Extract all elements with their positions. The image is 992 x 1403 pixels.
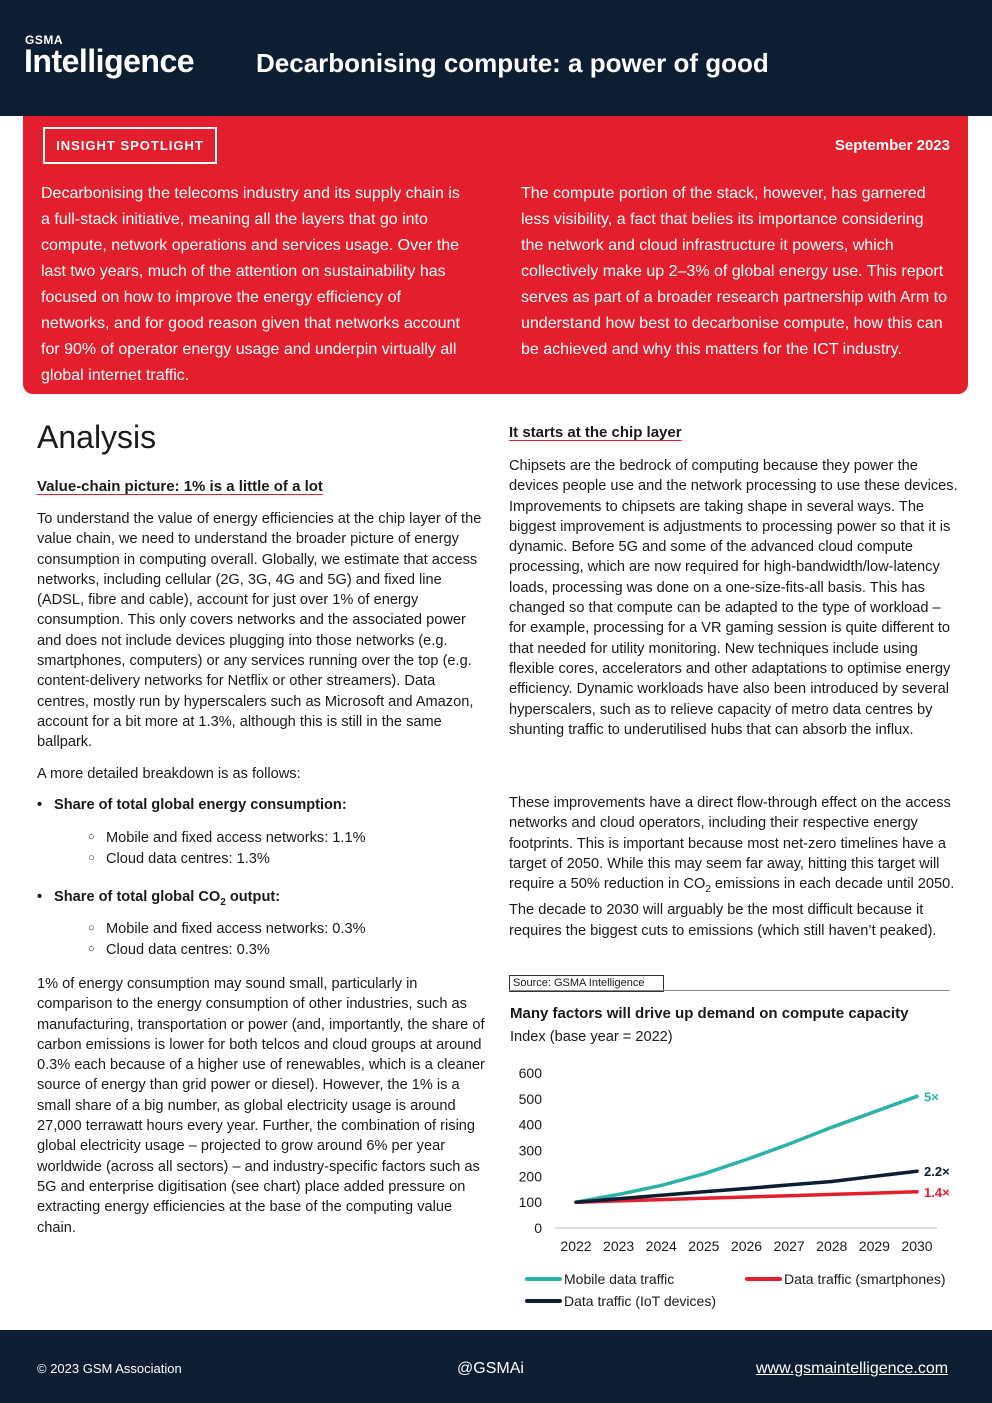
- x-tick-label: 2028: [816, 1238, 848, 1254]
- value-chain-heading: Value-chain picture: 1% is a little of a lot: [37, 478, 323, 495]
- series-end-label: 2.2×: [924, 1164, 950, 1180]
- y-tick-label: 600: [518, 1065, 542, 1081]
- energy-context-paragraph: 1% of energy consumption may sound small, particularly in comparison to the energy consumption of other industries, such as manufacturing, transportation or power (and, importantly, the share of carbon emissions is lower for both telcos and cloud groups at around 0.3% each because of a higher use of renewables, which is a cleaner source of energy than grid power or diesel). However, the 1% is a small share of a big number, as global electricity usage is around 27,000 terrawatt hours every year. Further, the combination of rising global electricity usage – projected to grow around 6% per year worldwide (across all sectors) – and industry-specific factors such as 5G and enterprise digitisation (see chart) place added pressure on extracting energy efficiencies at the base of the computing value chain.: [37, 976, 485, 1236]
- x-tick-label: 2023: [603, 1238, 635, 1254]
- net-zero-paragraph: [509, 793, 959, 941]
- spotlight-badge: INSIGHT SPOTLIGHT: [43, 127, 217, 164]
- x-tick-label: 2025: [688, 1238, 720, 1254]
- analysis-heading: Analysis: [37, 419, 157, 455]
- net-zero-text-end: emissions in each decade until 2050. The decade to 2030 will arguably be the most difficult because it requires the biggest cuts to emissions (which still haven’t peaked).: [509, 876, 955, 939]
- compute-demand-chart: [505, 1055, 965, 1320]
- co2-text-end: output:: [225, 889, 281, 905]
- co2-subscript-2: 2: [705, 884, 711, 896]
- y-tick-label: 200: [518, 1168, 542, 1185]
- y-tick-label: 300: [518, 1142, 542, 1159]
- series-end-label: 5×: [924, 1089, 939, 1105]
- bullet-energy-share: • Share of total global energy consumption:: [54, 797, 347, 813]
- page-header: [0, 0, 992, 116]
- series-end-label: 1.4×: [924, 1184, 950, 1200]
- page-footer: [0, 1330, 992, 1403]
- legend-label: Data traffic (smartphones): [784, 1271, 946, 1287]
- publication-date: September 2023: [834, 137, 950, 154]
- footer-social-handle[interactable]: @GSMAi: [457, 1360, 524, 1377]
- x-tick-label: 2024: [645, 1238, 677, 1254]
- y-tick-label: 0: [534, 1220, 542, 1236]
- bullet-co2-share: [54, 889, 280, 908]
- insight-spotlight: [23, 116, 968, 394]
- value-chain-paragraph: To understand the value of energy efficiencies at the chip layer of the value chain, we need to understand the broader picture of energy consumption in computing overall. Globally, we estimate that access networks, including cellular (2G, 3G, 4G and 5G) and fixed line (ADSL, fibre and cable), account for just over 1% of energy consumption. This only covers networks and the associated power and does not include devices plugging into those networks (e.g. smartphones, computers) or any services running over the top (e.g. content-delivery networks for Netflix or other streamers). Data centres, mostly run by hyperscalers such as Microsoft and Amazon, account for a bit more at 1.3%, although this is still in the same ballpark.: [37, 511, 482, 751]
- x-tick-label: 2029: [858, 1238, 890, 1254]
- chip-layer-paragraph: Chipsets are the bedrock of computing because they power the devices people use and the network processing to use these devices. Improvements to chipsets are taking shape in several ways. The biggest improvement is adjustments to processing power so that it is dynamic. Before 5G and some of the advanced cloud compute processing, which are now required for high-bandwidth/low-latency loads, processing was done on a one-size-fits-all basis. This has changed so that compute can be adapted to the type of workload – for example, processing for a VR gaming session is quite different to that needed for utility monitoring. New techniques include using flexible cores, accelerators and other adaptations to optimise energy efficiency. Dynamic workloads have also been introduced by several hyperscalers, such as to relieve capacity of metro data centres by shunting traffic to underutilised hubs that can absorb the influx.: [509, 458, 958, 738]
- x-tick-label: 2022: [560, 1238, 592, 1254]
- x-tick-label: 2026: [730, 1238, 763, 1254]
- series-line: [576, 1096, 917, 1202]
- brand-logo: Intelligence: [24, 43, 195, 79]
- chart-source: Source: GSMA Intelligence: [509, 975, 664, 992]
- footer-website-link[interactable]: www.gsmaintelligence.com: [756, 1360, 949, 1377]
- net-zero-text: These improvements have a direct flow-through effect on the access networks and cloud operators, including their respective energy footprints. This is important because most net-zero timelines have a target of 2050. While this may seem far away, hitting this target will require a 50% reduction in CO: [509, 795, 951, 893]
- spotlight-text-right: The compute portion of the stack, however, has garnered less visibility, a fact that belies its importance considering the network and cloud infrastructure it powers, which collectively make up 2–3% of global energy use. This report serves as part of a broader research partnership with Arm to understand how best to decarbonise compute, how this can be achieved and why this matters for the ICT industry.: [521, 185, 947, 358]
- legend-label: Mobile data traffic: [564, 1271, 675, 1287]
- subbullet-co2-networks: ○ Mobile and fixed access networks: 0.3%: [106, 921, 366, 937]
- subbullet-co2-datacentres: ○ Cloud data centres: 0.3%: [106, 942, 270, 958]
- chart-title: Many factors will drive up demand on compute capacity: [510, 1005, 909, 1022]
- subbullet-energy-datacentres: ○ Cloud data centres: 1.3%: [106, 851, 270, 867]
- spotlight-text-left: Decarbonising the telecoms industry and its supply chain is a full-stack initiative, meaning all the layers that go into compute, network operations and services usage. Over the last two years, much of the attention on sustainability has focused on how to improve the energy efficiency of networks, and for good reason given that networks account for 90% of operator energy usage and underpin virtually all global internet traffic.: [41, 185, 460, 384]
- subbullet-energy-networks: ○ Mobile and fixed access networks: 1.1%: [106, 830, 366, 846]
- breakdown-intro: A more detailed breakdown is as follows:: [37, 766, 301, 782]
- brand-logo-small: GSMA: [25, 33, 63, 47]
- y-tick-label: 400: [518, 1116, 542, 1133]
- x-tick-label: 2030: [901, 1238, 933, 1254]
- x-tick-label: 2027: [773, 1238, 805, 1254]
- co2-subscript: 2: [220, 896, 226, 908]
- chip-layer-heading: It starts at the chip layer: [509, 424, 682, 441]
- page-title: Decarbonising compute: a power of good: [256, 48, 769, 78]
- chart-divider: [509, 990, 950, 991]
- co2-text: Share of total global CO: [54, 889, 221, 905]
- y-tick-label: 100: [518, 1194, 542, 1211]
- chart-subtitle: Index (base year = 2022): [510, 1029, 673, 1045]
- footer-copyright: © 2023 GSM Association: [37, 1361, 182, 1376]
- legend-label: Data traffic (IoT devices): [564, 1293, 716, 1309]
- y-tick-label: 500: [518, 1090, 542, 1107]
